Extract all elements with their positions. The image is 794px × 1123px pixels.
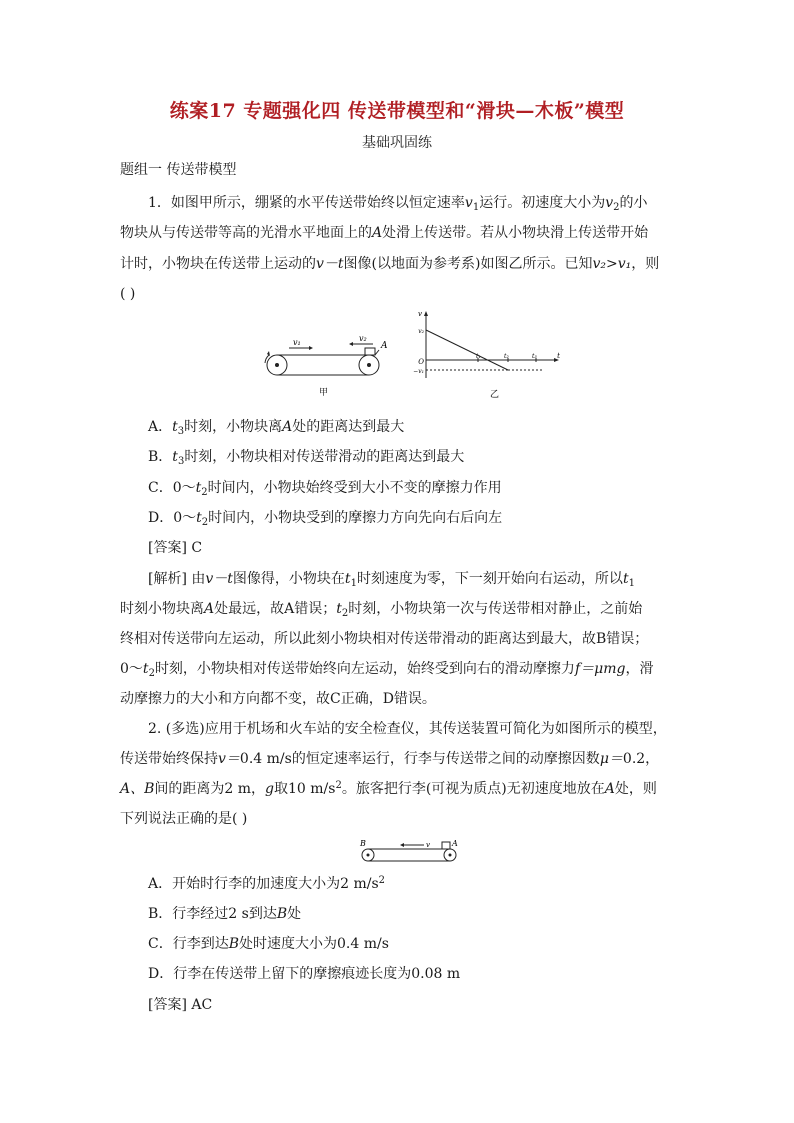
q1-analysis-line5: 动摩擦力的大小和方向都不变，故C正确，D错误。 (120, 691, 436, 707)
q1-analysis-line4: $0\sim t_2$时刻，小物块相对传送带始终向左运动，始终受到向右的滑动摩擦力f＝μmg，滑 (120, 661, 654, 679)
q2-answer: [答案] AC (148, 997, 213, 1013)
fig-jia-caption: 甲 (319, 388, 329, 398)
fig-yi-negv1-tick: −v₁ (413, 368, 424, 375)
q1-answer-paren: ( ) (120, 286, 136, 302)
q2-option-d: D．行李在传送带上留下的摩擦痕迹长度为0.08 m (148, 966, 461, 982)
q1-option-d: D．$0\sim t_2$时间内，小物块受到的摩擦力方向先向右后向左 (148, 510, 503, 528)
group-heading: 题组一 传送带模型 (120, 162, 237, 178)
fig-jia-v2-label: v₂ (359, 334, 367, 343)
figure-jia-conveyor (255, 328, 395, 398)
fig-jia-v1-label: v₁ (293, 338, 301, 347)
q2-line2: 传送带始终保持v＝0.4 m/s的恒定速率运行，行李与传送带之间的动摩擦因数μ＝0.2， (120, 751, 660, 767)
fig-yi-caption: 乙 (490, 390, 500, 400)
q1-answer: [答案] C (148, 540, 203, 556)
q1-option-b: B．$t_3$时刻，小物块相对传送带滑动的距离达到最大 (148, 449, 465, 467)
fig-yi-axis-v: v (418, 310, 422, 318)
fig-yi-v2-tick: v₂ (418, 328, 424, 335)
fig-q2-A-label: A (452, 839, 458, 848)
q2-option-c: C．行李到达B处时速度大小为0.4 m/s (148, 936, 389, 952)
figure-yi-vt-graph (412, 308, 562, 400)
fig-yi-axis-t: t (557, 352, 560, 360)
q2-option-a: A．开始时行李的加速度大小为2 $m/s^2$ (148, 875, 386, 892)
section-subtitle: 基础巩固练 (362, 135, 432, 151)
q2-line4: 下列说法正确的是( ) (120, 811, 248, 827)
q1-line1: 1．如图甲所示，绷紧的水平传送带始终以恒定速率$v_1$运行。初速度大小为$v_2$的小 (148, 195, 648, 213)
q2-option-b: B．行李经过2 s到达B处 (148, 906, 302, 922)
q1-analysis-line1: [解析] 由v－t图像得，小物块在$t_1$时刻速度为零，下一刻开始向右运动，所以$t_1$ (148, 571, 635, 589)
fig-q2-B-label: B (360, 839, 366, 848)
figure-q2-conveyor (356, 836, 462, 866)
q1-analysis-line2: 时刻小物块离A处最远，故A错误；$t_2$时刻，小物块第一次与传送带相对静止，之前始 (120, 601, 643, 619)
fig-jia-A-label: A (381, 341, 388, 351)
q2-line1: 2. (多选)应用于机场和火车站的安全检查仪，其传送装置可简化为如图所示的模型， (148, 721, 667, 737)
fig-yi-t3: t₃ (532, 353, 537, 360)
q1-line3: 计时，小物块在传送带上运动的v－t图像(以地面为参考系)如图乙所示。已知v₂>v₁，则 (120, 256, 660, 272)
page-title: 练案17 专题强化四 传送带模型和“滑块—木板”模型 (169, 100, 625, 122)
fig-yi-t1: t₁ (476, 353, 481, 360)
q1-line2: 物块从与传送带等高的光滑水平地面上的A处滑上传送带。若从小物块滑上传送带开始 (120, 225, 649, 241)
q1-option-a: A．$t_3$时刻，小物块离A处的距离达到最大 (148, 419, 405, 437)
q2-line3: A、B间的距离为2 m，g取10 $m/s^2$。旅客把行李(可视为质点)无初速度地放在A处，则 (120, 780, 657, 797)
q1-analysis-line3: 终相对传送带向左运动，所以此刻小物块相对传送带滑动的距离达到最大，故B错误； (120, 631, 649, 647)
fig-yi-t2: t₂ (504, 353, 509, 360)
q1-option-c: C．$0\sim t_2$时间内，小物块始终受到大小不变的摩擦力作用 (148, 480, 502, 498)
fig-q2-v-label: v (426, 841, 430, 849)
fig-yi-origin: O (418, 358, 424, 366)
